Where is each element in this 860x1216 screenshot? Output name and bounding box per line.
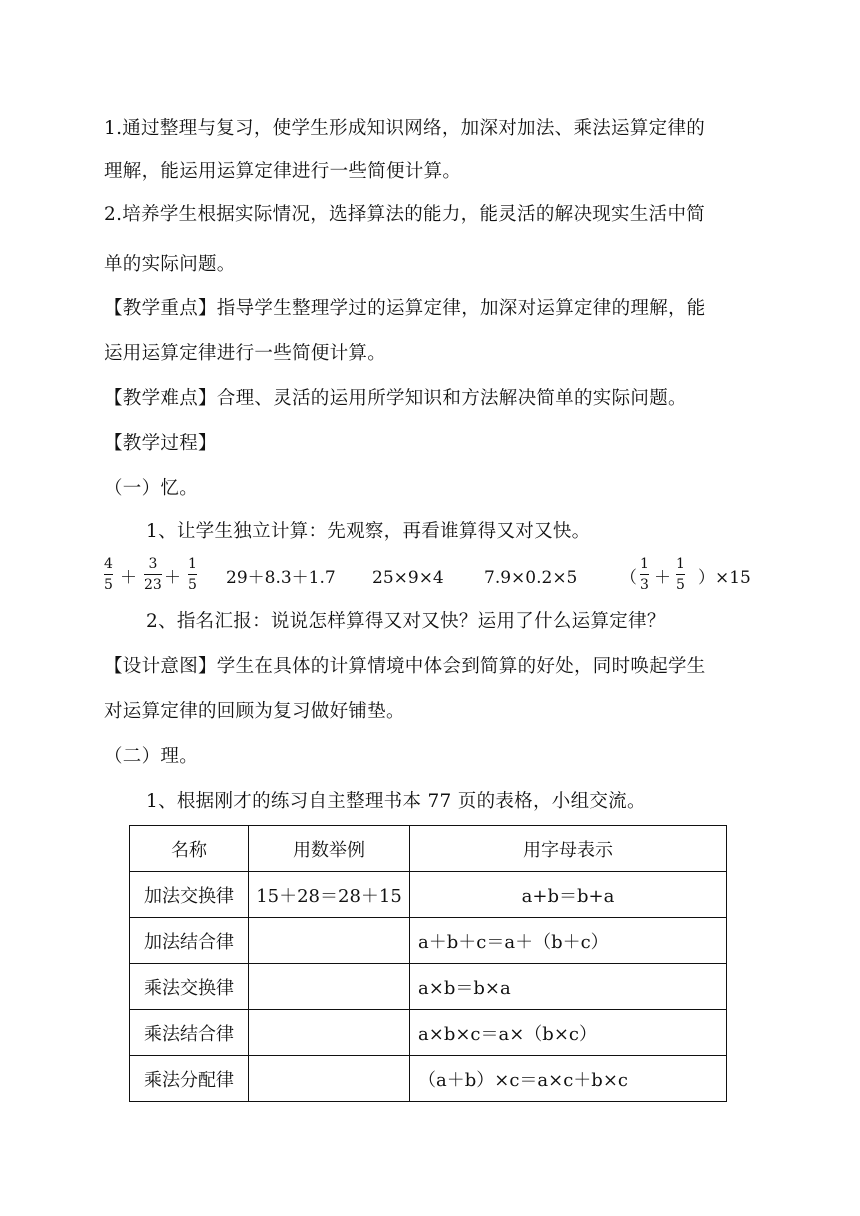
expression-4: 7.9×0.2×5	[484, 568, 578, 588]
law-formula: a×b＝b×a	[410, 964, 727, 1010]
fraction-3-23: 3 23	[144, 556, 162, 593]
table-row	[130, 918, 727, 964]
law-example: 15＋28＝28＋15	[249, 872, 410, 918]
plus-sign: ＋	[120, 568, 137, 588]
law-formula: a+b＝b+a	[410, 872, 727, 918]
law-name: 乘法分配律	[130, 1056, 249, 1102]
law-formula: a＋b＋c＝a＋（b＋c）	[410, 918, 727, 964]
key-point-line-2: 运用运算定律进行一些简便计算。	[104, 343, 387, 364]
law-name: 乘法结合律	[130, 1010, 249, 1056]
calculation-exercises	[102, 556, 762, 600]
close-paren-times-15: ）×15	[698, 568, 751, 588]
step-1-instruction: 1、让学生独立计算：先观察，再看谁算得又对又快。	[146, 521, 591, 542]
objective-2-line-2: 单的实际问题。	[104, 254, 236, 275]
key-point-line-1: 【教学重点】指导学生整理学过的运算定律，加深对运算定律的理解，能	[104, 298, 706, 319]
table-row	[130, 872, 727, 918]
objective-1-line-1: 1.通过整理与复习，使学生形成知识网络，加深对加法、乘法运算定律的	[104, 118, 706, 139]
open-paren: （	[620, 568, 637, 588]
objective-2-line-1: 2.培养学生根据实际情况，选择算法的能力，能灵活的解决现实生活中简	[104, 204, 706, 225]
design-intent-line-2: 对运算定律的回顾为复习做好铺垫。	[104, 701, 405, 722]
design-intent-line-1: 【设计意图】学生在具体的计算情境中体会到简算的好处，同时唤起学生	[104, 656, 706, 677]
law-name: 加法交换律	[130, 872, 249, 918]
law-name: 乘法交换律	[130, 964, 249, 1010]
fraction-1-5: 1 5	[188, 556, 197, 593]
section-organize-heading: （二）理。	[104, 746, 199, 767]
table-header-row	[130, 826, 727, 872]
expression-3: 25×9×4	[372, 568, 444, 588]
fraction-1-3: 1 3	[640, 556, 649, 593]
table-row	[130, 1010, 727, 1056]
law-name: 加法结合律	[130, 918, 249, 964]
law-example	[249, 918, 410, 964]
organize-step-1: 1、根据刚才的练习自主整理书本 77 页的表格，小组交流。	[146, 791, 646, 812]
operation-laws-table	[129, 825, 727, 1102]
fraction-1-5: 1 5	[676, 556, 685, 593]
plus-sign: ＋	[654, 568, 671, 588]
plus-sign: ＋	[164, 568, 181, 588]
law-formula: （a＋b）×c＝a×c＋b×c	[410, 1056, 727, 1102]
difficult-point: 【教学难点】合理、灵活的运用所学知识和方法解决简单的实际问题。	[104, 388, 687, 409]
table-row	[130, 1056, 727, 1102]
law-example	[249, 964, 410, 1010]
fraction-4-5: 4 5	[104, 556, 113, 593]
objective-1-line-2: 理解，能运用运算定律进行一些简便计算。	[104, 161, 462, 182]
header-example: 用数举例	[249, 826, 410, 872]
expression-2: 29＋8.3＋1.7	[226, 568, 336, 588]
law-example	[249, 1010, 410, 1056]
process-heading: 【教学过程】	[104, 433, 217, 454]
header-letters: 用字母表示	[410, 826, 727, 872]
table-row	[130, 964, 727, 1010]
section-recall-heading: （一）忆。	[104, 478, 199, 499]
step-2-instruction: 2、指名汇报：说说怎样算得又对又快？运用了什么运算定律？	[146, 611, 666, 632]
law-formula: a×b×c＝a×（b×c）	[410, 1010, 727, 1056]
law-example	[249, 1056, 410, 1102]
header-name: 名称	[130, 826, 249, 872]
